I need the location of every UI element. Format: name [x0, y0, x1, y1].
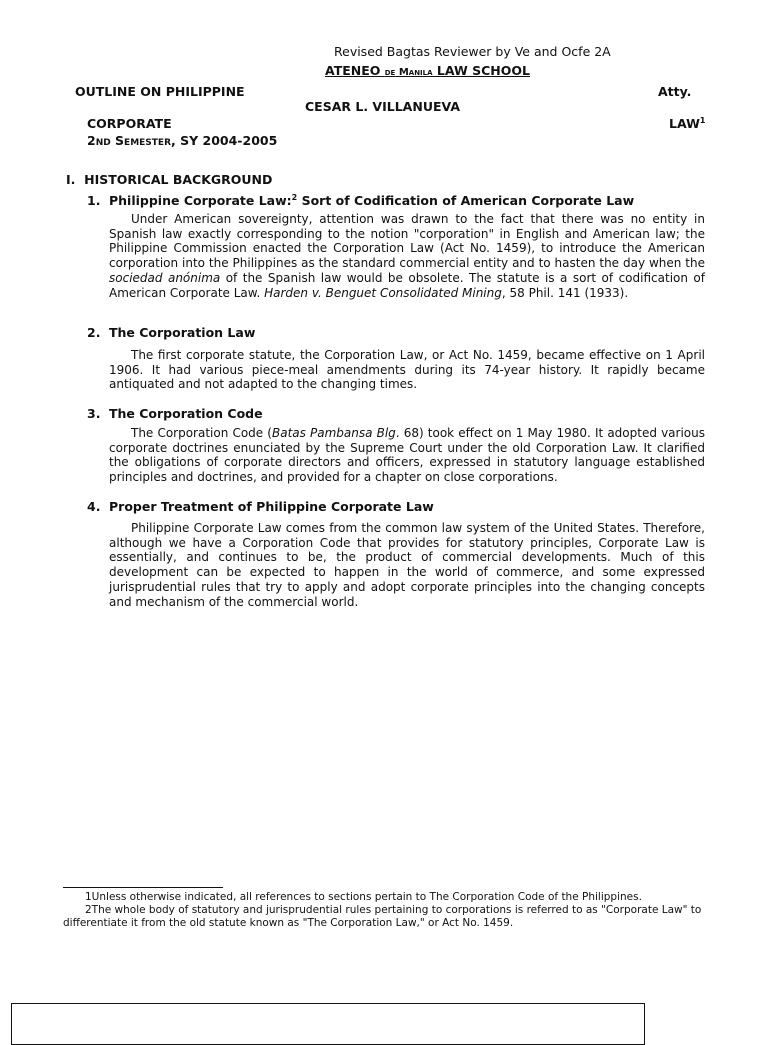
school-name: ATENEO de Manila LAW SCHOOL [325, 63, 530, 78]
item-title-4: Proper Treatment of Philippine Corporate Law [109, 499, 434, 514]
bottom-frame [11, 1003, 645, 1045]
author-title: Atty. [658, 84, 692, 99]
footnote-2: 2The whole body of statutory and jurisprudential rules pertaining to corporations is referred to as "Corporate Law" to differentiate it from the old statute known as "The Corporation Law," or Act No. 1459. [63, 904, 702, 929]
outline-title-line2: CORPORATE [87, 116, 172, 131]
item-number-4: 4. [87, 499, 101, 514]
outline-title-line1: OUTLINE ON PHILIPPINE [75, 84, 245, 99]
footnote-ref-1[interactable]: 1 [699, 116, 706, 125]
item-paragraph-3: The Corporation Code (Batas Pambansa Blg. 68) took effect on 1 May 1980. It adopted various corporate doctrines enunciated by the Supreme Court under the old Corporation Law. It clarified the obligations of corporate directors and officers, expressed in statutory language established principles and doctrines, and provided for a chapter on close corporations. [109, 426, 705, 485]
item-number-3: 3. [87, 406, 101, 421]
footnote-ref-2[interactable]: 2 [291, 193, 298, 202]
item-title-2: The Corporation Law [109, 325, 256, 340]
semester-line: 2nd Semester, SY 2004-2005 [87, 133, 278, 148]
reviewer-credit: Revised Bagtas Reviewer by Ve and Ocfe 2A [334, 44, 611, 59]
item-title-3: The Corporation Code [109, 406, 263, 421]
author-name: CESAR L. VILLANUEVA [305, 99, 461, 114]
footnote-separator [63, 887, 223, 888]
item-paragraph-4: Philippine Corporate Law comes from the common law system of the United States. Therefore, although we have a Corporation Code that provides for statutory principles, Corporate Law is essentially, and continues to be, the product of commercial developments. Much of this development can be expected to happen in the world of commerce, and some expressed jurisprudential rules that try to apply and adopt corporate principles into the changing concepts and mechanism of the commercial world. [109, 521, 705, 609]
footnote-1: 1Unless otherwise indicated, all references to sections pertain to The Corporation Code of the Philippines. [85, 891, 642, 903]
item-paragraph-2: The first corporate statute, the Corporation Law, or Act No. 1459, became effective on 1 April 1906. It had various piece-meal amendments during its 74-year history. It rapidly became antiquated and not adapted to the changing times. [109, 348, 705, 392]
item-paragraph-1: Under American sovereignty, attention was drawn to the fact that there was no entity in Spanish law exactly corresponding to the notion "corporation" in English and American law; the Philippine Commission enacted the Corporation Law (Act No. 1459), to introduce the American corporation into the Philippines as the standard commercial entity and to hasten the day when the sociedad anónima of the Spanish law would be obsolete. The statute is a sort of codification of American Corporate Law. Harden v. Benguet Consolidated Mining, 58 Phil. 141 (1933). [109, 212, 706, 300]
item-number-1: 1. [87, 193, 101, 208]
item-title-1: Philippine Corporate Law:$^2$ Sort of Codification of American Corporate Law [109, 193, 635, 209]
outline-title-law: LAW$^1$ [669, 116, 706, 132]
section-heading: I. HISTORICAL BACKGROUND [66, 172, 273, 187]
item-number-2: 2. [87, 325, 101, 340]
